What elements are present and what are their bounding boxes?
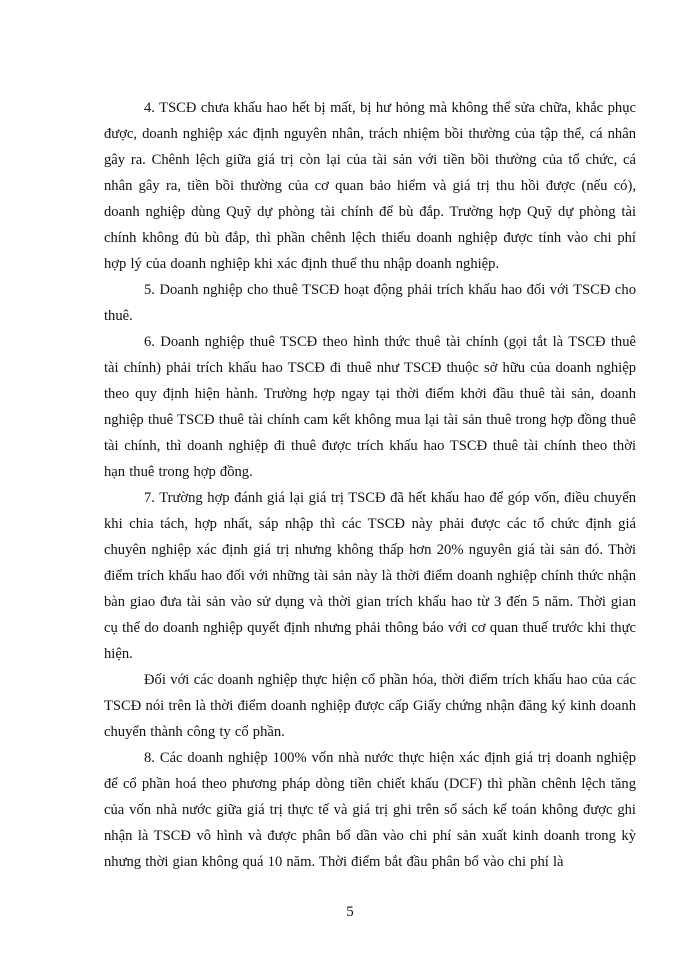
- document-body: [104, 95, 636, 875]
- paragraph-item-4: 4. TSCĐ chưa khấu hao hết bị mất, bị hư hỏng mà không thể sửa chữa, khắc phục được, doanh nghiệp xác định nguyên nhân, trách nhiệm bồi thường của tập thể, cá nhân gây ra. Chênh lệch giữa giá trị còn lại của tài sản với tiền bồi thường của tổ chức, cá nhân gây ra, tiền bồi thường của cơ quan bảo hiểm và giá trị thu hồi được (nếu có), doanh nghiệp dùng Quỹ dự phòng tài chính để bù đắp. Trường hợp Quỹ dự phòng tài chính không đủ bù đắp, thì phần chênh lệch thiếu doanh nghiệp được tính vào chi phí hợp lý của doanh nghiệp khi xác định thuế thu nhập doanh nghiệp.: [104, 100, 636, 272]
- paragraph-item-8: 8. Các doanh nghiệp 100% vốn nhà nước thực hiện xác định giá trị doanh nghiệp để cổ phần hoá theo phương pháp dòng tiền chiết khấu (DCF) thì phần chênh lệch tăng của vốn nhà nước giữa giá trị thực tế và giá trị ghi trên sổ sách kế toán không được ghi nhận là TSCĐ vô hình và được phân bổ dần vào chi phí sản xuất kinh doanh trong kỳ nhưng thời gian không quá 10 năm. Thời điểm bắt đầu phân bổ vào chi phí là: [104, 750, 636, 870]
- paragraph-equitization-note: Đối với các doanh nghiệp thực hiện cổ phần hóa, thời điểm trích khấu hao của các TSCĐ nói trên là thời điểm doanh nghiệp được cấp Giấy chứng nhận đăng ký kinh doanh chuyển thành công ty cổ phần.: [104, 672, 636, 740]
- page-number: 5: [346, 904, 354, 920]
- paragraph-item-6: 6. Doanh nghiệp thuê TSCĐ theo hình thức thuê tài chính (gọi tắt là TSCĐ thuê tài chính) phải trích khấu hao TSCĐ đi thuê như TSCĐ thuộc sở hữu của doanh nghiệp theo quy định hiện hành. Trường hợp ngay tại thời điểm khởi đầu thuê tài sản, doanh nghiệp thuê TSCĐ thuê tài chính cam kết không mua lại tài sản thuê trong hợp đồng thuê tài chính, thì doanh nghiệp đi thuê được trích khấu hao TSCĐ thuê tài chính theo thời hạn thuê trong hợp đồng.: [104, 334, 636, 480]
- paragraph-item-5: 5. Doanh nghiệp cho thuê TSCĐ hoạt động phải trích khấu hao đối với TSCĐ cho thuê.: [104, 282, 636, 324]
- paragraph-item-7: 7. Trường hợp đánh giá lại giá trị TSCĐ đã hết khấu hao để góp vốn, điều chuyển khi chia tách, hợp nhất, sáp nhập thì các TSCĐ này phải được các tổ chức định giá chuyên nghiệp xác định giá trị nhưng không thấp hơn 20% nguyên giá tài sản đó. Thời điểm trích khấu hao đối với những tài sản này là thời điểm doanh nghiệp chính thức nhận bàn giao đưa tài sản vào sử dụng và thời gian trích khấu hao từ 3 đến 5 năm. Thời gian cụ thể do doanh nghiệp quyết định nhưng phải thông báo với cơ quan thuế trước khi thực hiện.: [104, 490, 636, 662]
